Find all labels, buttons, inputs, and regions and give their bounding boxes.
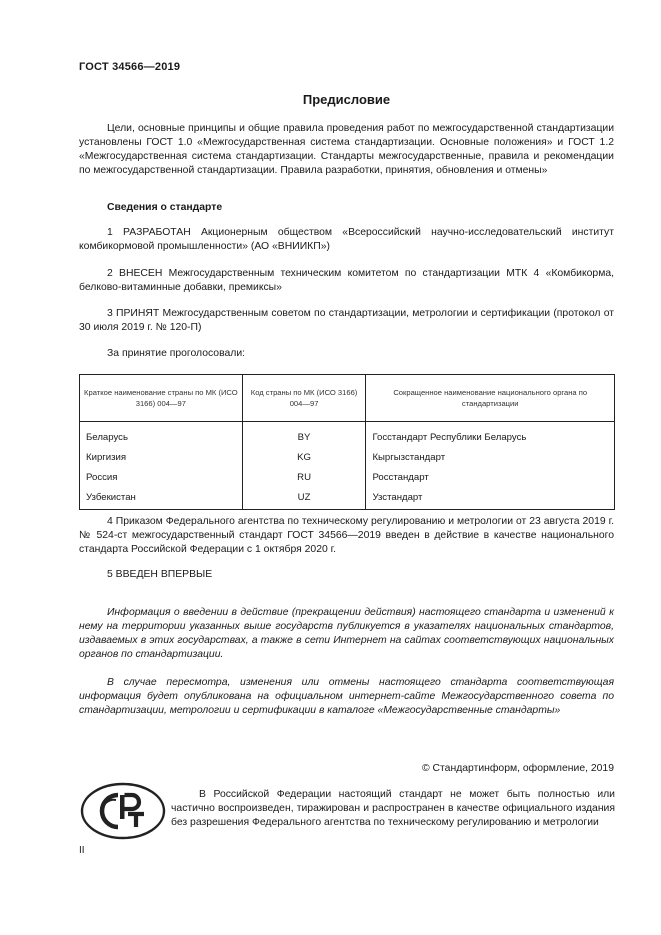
cell-code: RU [242, 467, 366, 487]
copyright-legal-notice: В Российской Федерации настоящий стандарт не может быть полностью или частично воспроизведен, тиражирован и распространен в качестве официального издания без разрешения Федерального агентства по техническому регулированию и метрологии [171, 789, 615, 828]
item-adopted: 3 ПРИНЯТ Межгосударственным советом по стандартизации, метрологии и сертификации (протокол от 30 июля 2019 г. № 120-П) [79, 308, 614, 333]
page-number: II [79, 845, 85, 856]
item-developed: 1 РАЗРАБОТАН Акционерным обществом «Всероссийский научно-исследовательский институт комбикормовой промышленности» (АО «ВНИИКП») [79, 227, 614, 252]
header-standards-body: Сокращенное наименование национального органа по стандартизации [366, 375, 615, 422]
page-heading-text: Предисловие [302, 92, 391, 107]
cell-country: Россия [80, 467, 243, 487]
cell-code: KG [242, 447, 366, 467]
header-country-code: Код страны по МК (ИСО 3166) 004—97 [242, 375, 366, 422]
table-header-row [80, 375, 615, 422]
cell-code: UZ [242, 487, 366, 510]
cell-code: BY [242, 422, 366, 448]
item-enacted: 4 Приказом Федерального агентства по техническому регулированию и метрологии от 23 августа 2019 г. № 524-ст межгосударственный стандарт ГОСТ 34566—2019 введен в действие в качестве национального стандарта Российской Федерации с 1 октября 2020 г. [79, 516, 614, 555]
cell-body: Госстандарт Республики Беларусь [366, 422, 615, 448]
cell-body: Кыргызстандарт [366, 447, 615, 467]
document-id: ГОСТ 34566—2019 [79, 61, 181, 73]
copyright-notice: © Стандартинформ, оформление, 2019 [421, 763, 614, 774]
cell-country: Киргизия [80, 447, 243, 467]
cell-country: Беларусь [80, 422, 243, 448]
voting-countries-table [79, 374, 615, 510]
section-title: Сведения о стандарте [107, 202, 223, 213]
gost-r-logo-icon [80, 782, 166, 840]
cell-body: Узстандарт [366, 487, 615, 510]
item-introduced: 2 ВНЕСЕН Межгосударственным техническим комитетом по стандартизации МТК 4 «Комбикорма, белково-витаминные добавки, премиксы» [79, 268, 614, 293]
table-row [80, 487, 615, 510]
page-heading [0, 92, 661, 107]
table-row [80, 467, 615, 487]
header-country-name: Краткое наименование страны по МК (ИСО 3166) 004—97 [80, 375, 243, 422]
info-paragraph-revision: В случае пересмотра, изменения или отмены настоящего стандарта соответствующая информация будет опубликована на официальном интернет-сайте Межгосударственного совета по стандартизации, метрологии и сертификации в каталоге «Межгосударственные стандарты» [79, 677, 614, 716]
cell-country: Узбекистан [80, 487, 243, 510]
table-row [80, 447, 615, 467]
info-paragraph-publication: Информация о введении в действие (прекращении действия) настоящего стандарта и изменений к нему на территории указанных выше государств публикуется в указателях национальных стандартов, издаваемых в этих государствах, а также в сети Интернет на сайтах соответствующих национальных органов по стандартизации. [79, 607, 614, 660]
item-first-introduced: 5 ВВЕДЕН ВПЕРВЫЕ [107, 569, 213, 580]
intro-paragraph: Цели, основные принципы и общие правила проведения работ по межгосударственной стандартизации установлены ГОСТ 1.0 «Межгосударственная система стандартизации. Основные положения» и ГОСТ 1.2 «Межгосударственная система стандартизации. Стандарты межгосударственные, правила и рекомендации по межгосударственной стандартизации. Правила разработки, принятия, обновления и отмены» [79, 123, 614, 176]
table-row [80, 422, 615, 448]
voted-label: За принятие проголосовали: [107, 348, 246, 359]
cell-body: Росстандарт [366, 467, 615, 487]
